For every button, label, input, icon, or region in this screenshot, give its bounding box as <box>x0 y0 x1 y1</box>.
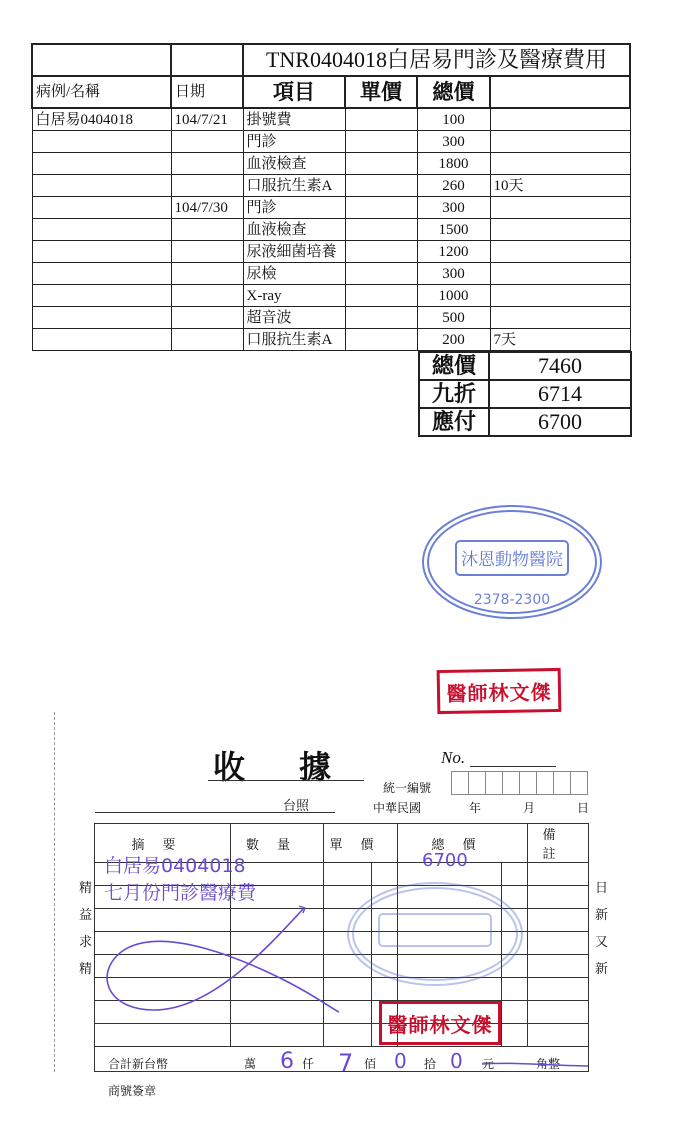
row-case <box>32 263 171 285</box>
row-note <box>490 219 630 241</box>
row-date <box>171 263 243 285</box>
clinic-stamp-faint <box>345 880 525 988</box>
fee-row <box>32 329 630 351</box>
receipt-title-underline <box>208 780 364 781</box>
row-date <box>171 153 243 175</box>
row-item: X-ray <box>243 285 345 307</box>
fee-row <box>32 285 630 307</box>
summary-label: 應付 <box>419 408 489 436</box>
digit-thousand: 6 <box>280 1049 294 1074</box>
row-note <box>490 131 630 153</box>
fee-row <box>32 175 630 197</box>
row-note: 7天 <box>490 329 630 351</box>
receipt-cell <box>528 1001 589 1024</box>
receipt-cell <box>528 978 589 1001</box>
unit-yuan: 元 <box>482 1057 495 1071</box>
row-case <box>32 307 171 329</box>
summary-value: 6714 <box>489 380 631 408</box>
row-note <box>490 153 630 175</box>
row-unit-price <box>345 329 417 351</box>
row-unit-price <box>345 219 417 241</box>
row-note <box>490 108 630 131</box>
digit-one: 0 <box>450 1049 463 1073</box>
receipt-header-desc: 摘要 <box>95 824 231 863</box>
row-date <box>171 307 243 329</box>
tax-id-boxes <box>452 771 588 795</box>
row-item: 門診 <box>243 131 345 153</box>
row-unit-price <box>345 197 417 219</box>
row-case <box>32 175 171 197</box>
doctor-stamp: 醫師林文傑 <box>437 668 562 714</box>
receipt-left-motto: 精 益 求 精 <box>79 880 93 976</box>
row-date <box>171 131 243 153</box>
row-case <box>32 153 171 175</box>
row-date <box>171 175 243 197</box>
fee-row <box>32 219 630 241</box>
row-case <box>32 219 171 241</box>
clinic-stamp <box>420 503 604 621</box>
hand-amount: 6700 <box>422 850 468 871</box>
receipt-header-remark: 備註 <box>528 824 589 863</box>
tax-id-label: 統一編號 <box>383 781 432 795</box>
row-date: 104/7/30 <box>171 197 243 219</box>
row-note <box>490 263 630 285</box>
row-date <box>171 241 243 263</box>
row-item: 尿液細菌培養 <box>243 241 345 263</box>
header-item: 項目 <box>243 76 345 108</box>
row-date: 104/7/21 <box>171 108 243 131</box>
receipt-cell <box>528 863 589 886</box>
sheet-title: TNR0404018白居易門診及醫療費用 <box>243 44 630 76</box>
fee-rows <box>32 108 630 351</box>
unit-wan: 萬 <box>244 1057 257 1071</box>
row-unit-price <box>345 285 417 307</box>
receipt-cell <box>528 886 589 909</box>
row-case <box>32 241 171 263</box>
receipt-cell <box>324 1024 372 1047</box>
row-note: 10天 <box>490 175 630 197</box>
strike-line <box>480 1058 590 1070</box>
total-label: 合計新台幣 <box>108 1057 169 1071</box>
unit-jiao: 角整 <box>536 1057 561 1071</box>
row-item: 血液檢查 <box>243 153 345 175</box>
row-total: 1200 <box>417 241 490 263</box>
date-day: 日 <box>577 801 590 815</box>
unit-bai: 佰 <box>364 1057 377 1071</box>
summary-value: 7460 <box>489 352 631 380</box>
summary-row <box>419 380 631 408</box>
strike-loop <box>94 900 344 1020</box>
fee-table-title-row <box>32 44 630 76</box>
digit-ten: 0 <box>394 1049 407 1073</box>
row-date <box>171 285 243 307</box>
row-item: 掛號費 <box>243 108 345 131</box>
row-unit-price <box>345 175 417 197</box>
receipt-no-label: No. <box>441 748 466 767</box>
row-note <box>490 307 630 329</box>
row-unit-price <box>345 241 417 263</box>
row-date <box>171 329 243 351</box>
row-case <box>32 285 171 307</box>
row-date <box>171 219 243 241</box>
receipt-right-motto: 日 新 又 新 <box>595 880 609 976</box>
receipt-cell <box>528 932 589 955</box>
receipt-cell <box>528 1024 589 1047</box>
digit-hundred: 7 <box>338 1049 354 1077</box>
row-item: 口服抗生素A <box>243 329 345 351</box>
row-case <box>32 329 171 351</box>
receipt-cell <box>528 955 589 978</box>
row-unit-price <box>345 108 417 131</box>
row-total: 300 <box>417 263 490 285</box>
header-date: 日期 <box>171 76 243 108</box>
row-unit-price <box>345 131 417 153</box>
row-total: 1000 <box>417 285 490 307</box>
header-total: 總價 <box>417 76 490 108</box>
fee-row <box>32 197 630 219</box>
summary-table <box>418 351 632 437</box>
receipt-cell <box>95 1024 231 1047</box>
unit-qian: 仟 <box>302 1057 315 1071</box>
row-item: 門診 <box>243 197 345 219</box>
summary-label: 九折 <box>419 380 489 408</box>
receipt-no-field <box>470 766 556 767</box>
row-item: 血液檢查 <box>243 219 345 241</box>
hand-line-2: 七月份門診醫療費 <box>104 882 257 904</box>
date-year: 年 <box>469 801 482 815</box>
row-total: 260 <box>417 175 490 197</box>
row-total: 100 <box>417 108 490 131</box>
header-case: 病例/名稱 <box>32 76 171 108</box>
receipt-header-qty: 數量 <box>231 824 324 863</box>
fee-row <box>32 307 630 329</box>
receipt-cell <box>231 1024 324 1047</box>
row-case: 白居易0404018 <box>32 108 171 131</box>
summary-value: 6700 <box>489 408 631 436</box>
header-unit-price: 單價 <box>345 76 417 108</box>
receipt-cell <box>528 909 589 932</box>
fee-row <box>32 263 630 285</box>
row-unit-price <box>345 307 417 329</box>
row-item: 尿檢 <box>243 263 345 285</box>
row-item: 口服抗生素A <box>243 175 345 197</box>
row-unit-price <box>345 263 417 285</box>
doctor-stamp-receipt: 醫師林文傑 <box>379 1001 501 1045</box>
receipt-title: 收據 <box>213 749 386 785</box>
row-note <box>490 241 630 263</box>
date-month: 月 <box>523 801 536 815</box>
row-case <box>32 197 171 219</box>
row-item: 超音波 <box>243 307 345 329</box>
clinic-stamp-name: 沐恩動物醫院 <box>461 550 563 570</box>
receipt-row <box>95 1024 589 1047</box>
fee-table <box>31 43 631 351</box>
row-case <box>32 131 171 153</box>
row-unit-price <box>345 153 417 175</box>
receipt-cell <box>502 1024 528 1047</box>
fee-row <box>32 131 630 153</box>
date-era: 中華民國 <box>373 801 422 815</box>
receipt-header-total: 總價 <box>398 824 528 863</box>
row-total: 300 <box>417 131 490 153</box>
row-note <box>490 197 630 219</box>
hand-line-1: 白居易0404018 <box>104 855 246 877</box>
fee-table-header-row <box>32 76 630 108</box>
clinic-stamp-phone: 2378-2300 <box>473 592 551 608</box>
receipt-header-unit: 單價 <box>324 824 398 863</box>
row-total: 500 <box>417 307 490 329</box>
buyer-suffix: 台照 <box>283 798 310 813</box>
summary-row <box>419 352 631 380</box>
row-total: 1500 <box>417 219 490 241</box>
fee-row <box>32 153 630 175</box>
fee-row <box>32 108 630 131</box>
perforation-line <box>54 712 55 1072</box>
seal-label: 商號簽章 <box>108 1084 157 1098</box>
row-note <box>490 285 630 307</box>
row-total: 1800 <box>417 153 490 175</box>
summary-label: 總價 <box>419 352 489 380</box>
unit-shi: 拾 <box>424 1057 437 1071</box>
row-total: 200 <box>417 329 490 351</box>
fee-row <box>32 241 630 263</box>
receipt-cell <box>502 1001 528 1024</box>
summary-row <box>419 408 631 436</box>
row-total: 300 <box>417 197 490 219</box>
